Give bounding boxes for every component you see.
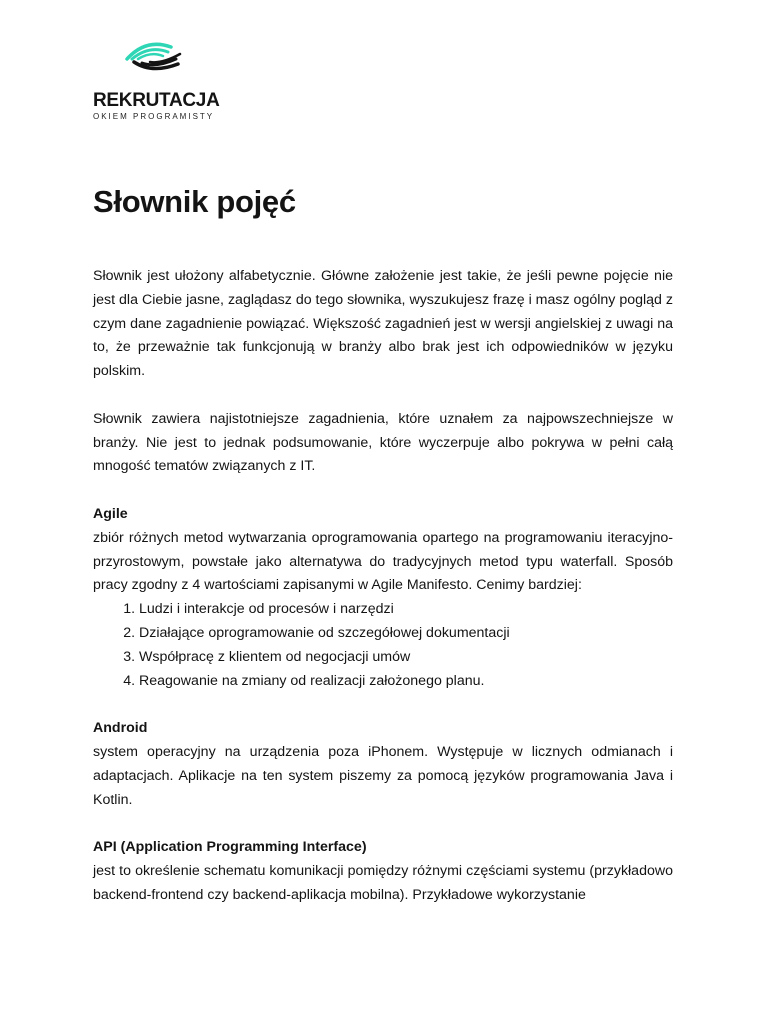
entry-term: Android xyxy=(93,720,148,737)
glossary-entry-agile xyxy=(93,503,673,693)
list-item: 3. Współpracę z klientem od negocjacji umów xyxy=(139,646,673,670)
brand-tagline: OKIEM PROGRAMISTY xyxy=(93,112,215,121)
brand-name: REKRUTACJA xyxy=(93,90,220,111)
intro-paragraph: Słownik zawiera najistotniejsze zagadnienia, które uznałem za najpowszechniejsze w branży. Nie jest to jednak podsumowanie, które wyczerpuje albo pokrywa w pełni całą mnogość tematów związanych z IT. xyxy=(93,410,673,475)
list-item: 2. Działające oprogramowanie od szczegółowej dokumentacji xyxy=(139,622,673,646)
entry-definition: system operacyjny na urządzenia poza iPhonem. Występuje w licznych odmianach i adaptacjach. Aplikacje na ten system piszemy za pomocą języków programowania Java i Kotlin. xyxy=(93,743,673,808)
entry-term: API (Application Programming Interface) xyxy=(93,839,367,856)
entry-term: Agile xyxy=(93,505,128,522)
entry-definition: zbiór różnych metod wytwarzania oprogramowania opartego na programowaniu iteracyjno-przyrostowym, powstałe jako alternatywa do tradycyjnych metod typu waterfall. Sposób pracy zgodny z 4 wartościami zapisanymi w Agile Manifesto. Cenimy bardziej: xyxy=(93,529,673,594)
page-title: Słownik pojęć xyxy=(93,184,296,219)
list-item: 1. Ludzi i interakcje od procesów i narzędzi xyxy=(139,598,673,622)
glossary-entry-android xyxy=(93,717,673,812)
brand-logo xyxy=(93,40,223,124)
eye-logo-icon xyxy=(124,40,186,78)
glossary-entry-api xyxy=(93,836,673,907)
entry-definition: jest to określenie schematu komunikacji pomiędzy różnymi częściami systemu (przykładowo backend-frontend czy backend-aplikacja mobilna). Przykładowe wykorzystanie xyxy=(93,862,673,903)
document-body xyxy=(93,265,673,908)
intro-paragraph: Słownik jest ułożony alfabetycznie. Główne założenie jest takie, że jeśli pewne pojęcie nie jest dla Ciebie jasne, zaglądasz do tego słownika, wyszukujesz frazę i masz ogólny pogląd z czym dane zagadnienie powiązać. Większość zagadnień jest w wersji angielskiej z uwagi na to, że przeważnie tak funkcjonują w branży albo brak jest ich odpowiedników w języku polskim. xyxy=(93,268,673,380)
agile-values-list xyxy=(93,598,673,693)
list-item: 4. Reagowanie na zmiany od realizacji założonego planu. xyxy=(139,670,673,694)
